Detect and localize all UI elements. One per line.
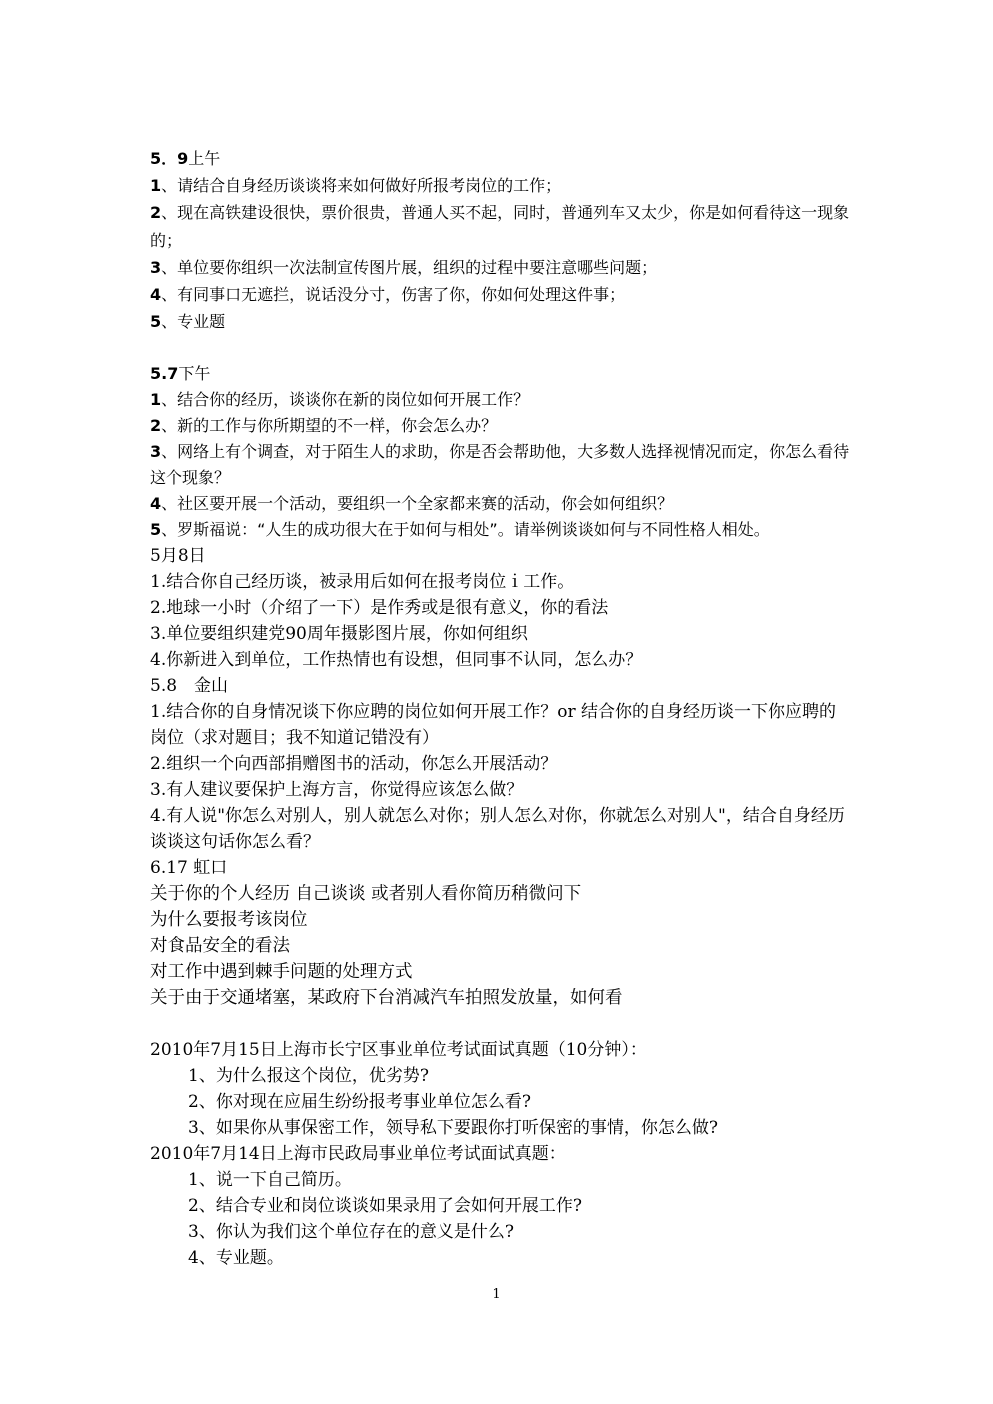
- item-text: 、社区要开展一个活动，要组织一个全家都来赛的活动，你会如何组织？: [161, 494, 674, 514]
- list-item: [150, 281, 850, 308]
- list-item: [150, 491, 850, 517]
- list-item: 3.单位要组织建党90周年摄影图片展，你如何组织: [150, 624, 528, 645]
- item-text: 、专业题: [161, 312, 226, 332]
- section-heading: [150, 145, 850, 172]
- list-item: 4、专业题。: [188, 1248, 284, 1269]
- section-may-8: [150, 543, 850, 673]
- list-item: 4.有人说"你怎么对别人，别人就怎么对你；别人怎么对你，你就怎么对别人"，结合自身经历谈谈这句话你怎么看？: [150, 806, 845, 853]
- list-item: 关于由于交通堵塞，某政府下台消减汽车拍照发放量，如何看: [150, 988, 623, 1009]
- section-5-8-jinshan: [150, 673, 850, 855]
- list-item: [150, 308, 850, 335]
- list-item: 2.地球一小时（介绍了一下）是作秀或是很有意义，你的看法: [150, 598, 609, 619]
- item-text: 、单位要你组织一次法制宣传图片展，组织的过程中要注意哪些问题；: [161, 257, 658, 277]
- list-item: [150, 254, 850, 281]
- list-item: 1、说一下自己简历。: [188, 1170, 352, 1191]
- item-text: 、新的工作与你所期望的不一样，你会怎么办？: [161, 416, 498, 436]
- item-number: 5: [150, 520, 162, 540]
- section-civil-affairs-2010: [150, 1141, 850, 1271]
- item-number: 1: [150, 176, 162, 196]
- section-changning-2010: [150, 1037, 850, 1141]
- section-heading: [150, 361, 850, 387]
- item-text: 、网络上有个调查，对于陌生人的求助，你是否会帮助他，大多数人选择视情况而定，你怎么看待这个现象？: [150, 442, 850, 488]
- item-number: 2: [150, 416, 162, 436]
- list-item: [150, 172, 850, 199]
- list-item: 1.结合你自己经历谈，被录用后如何在报考岗位ｉ工作。: [150, 572, 575, 593]
- section-heading: 6.17 虹口: [150, 858, 228, 879]
- item-text: 、有同事口无遮拦，说话没分寸，伤害了你，你如何处理这件事；: [161, 285, 626, 305]
- section-heading: 5月8日: [150, 546, 206, 567]
- spacer: [150, 335, 850, 361]
- list-item: 3、如果你从事保密工作，领导私下要跟你打听保密的事情，你怎么做?: [188, 1118, 718, 1139]
- list-item: 1.结合你的自身情况谈下你应聘的岗位如何开展工作？or 结合你的自身经历谈一下你应聘的岗位（求对题目；我不知道记错没有）: [150, 702, 836, 749]
- heading-number: 5．9: [150, 149, 189, 168]
- section-5-7-afternoon: [150, 361, 850, 543]
- list-item: 2、结合专业和岗位谈谈如果录用了会如何开展工作?: [188, 1196, 582, 1217]
- heading-text: 下午: [178, 364, 211, 384]
- document-body: [150, 145, 850, 1271]
- section-6-17-hongkou: [150, 855, 850, 1011]
- heading-number: 5.7: [150, 364, 179, 384]
- item-number: 1: [150, 390, 162, 410]
- list-item: [150, 387, 850, 413]
- list-item: [150, 439, 850, 491]
- item-number: 5: [150, 312, 162, 332]
- item-number: 3: [150, 257, 162, 277]
- list-item: 1、为什么报这个岗位，优劣势?: [188, 1066, 429, 1087]
- heading-text: 上午: [188, 149, 221, 168]
- item-text: 、罗斯福说：“人生的成功很大在于如何与相处”。请举例谈谈如何与不同性格人相处。: [161, 520, 770, 540]
- list-item: 3.有人建议要保护上海方言，你觉得应该怎么做？: [150, 780, 524, 801]
- item-number: 2: [150, 203, 162, 223]
- section-heading: 2010年7月15日上海市长宁区事业单位考试面试真题（10分钟）：: [150, 1040, 647, 1061]
- list-item: 对工作中遇到棘手问题的处理方式: [150, 962, 413, 983]
- list-item: 为什么要报考该岗位: [150, 910, 308, 931]
- section-5-9-morning: [150, 145, 850, 335]
- list-item: [150, 517, 850, 543]
- list-item: [150, 199, 850, 253]
- section-heading: 5.8 金山: [150, 676, 229, 697]
- list-item: 关于你的个人经历 自己谈谈 或者别人看你简历稍微问下: [150, 884, 582, 905]
- item-number: 4: [150, 494, 162, 514]
- list-item: 2.组织一个向西部捐赠图书的活动，你怎么开展活动？: [150, 754, 558, 775]
- item-text: 、结合你的经历，谈谈你在新的岗位如何开展工作？: [161, 390, 530, 410]
- page-number: 1: [492, 1287, 501, 1302]
- list-item: [150, 413, 850, 439]
- section-heading: 2010年7月14日上海市民政局事业单位考试面试真题：: [150, 1144, 566, 1165]
- list-item: 3、你认为我们这个单位存在的意义是什么?: [188, 1222, 514, 1243]
- spacer: [150, 1011, 850, 1037]
- item-text: 、请结合自身经历谈谈将来如何做好所报考岗位的工作；: [161, 176, 562, 196]
- item-number: 3: [150, 442, 162, 462]
- list-item: 对食品安全的看法: [150, 936, 290, 957]
- item-number: 4: [150, 285, 162, 305]
- list-item: 4.你新进入到单位，工作热情也有设想，但同事不认同，怎么办？: [150, 650, 643, 671]
- list-item: 2、你对现在应届生纷纷报考事业单位怎么看?: [188, 1092, 531, 1113]
- item-text: 、现在高铁建设很快，票价很贵，普通人买不起，同时，普通列车又太少，你是如何看待这一现象的；: [150, 203, 850, 250]
